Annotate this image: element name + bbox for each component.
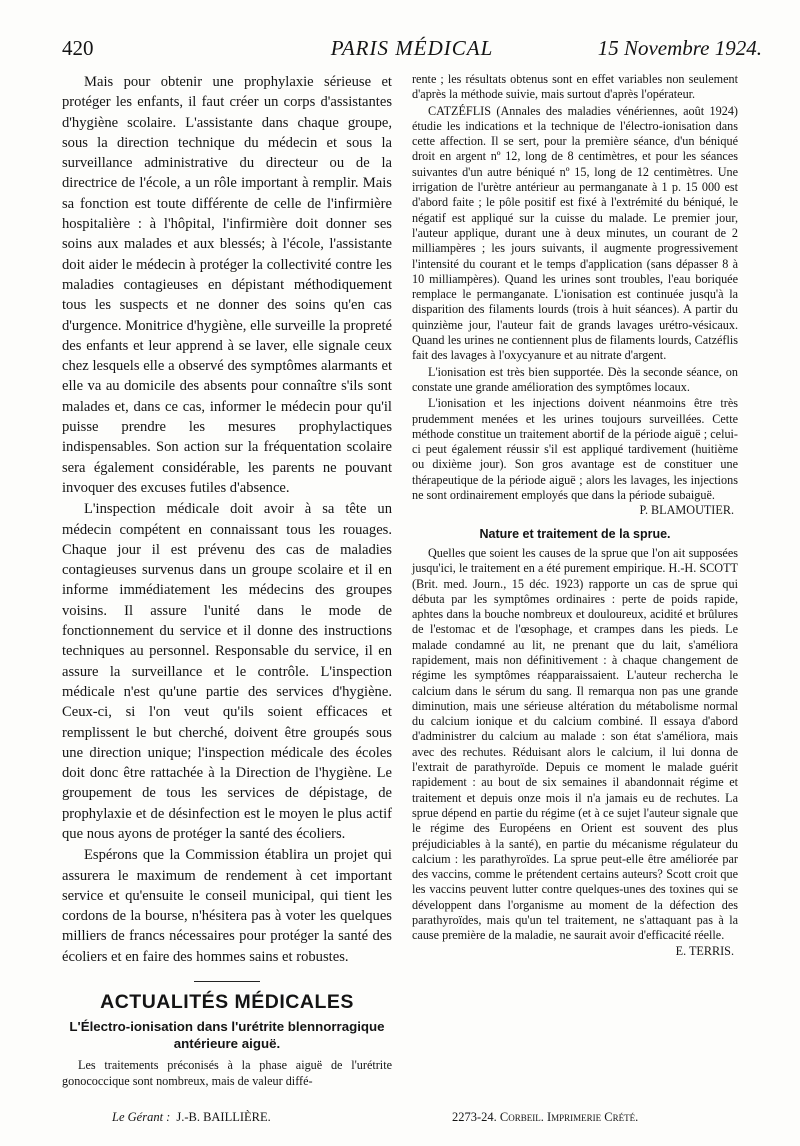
paragraph: Espérons que la Commission établira un projet qui assurera le maximum de rendement à cet important service et qu'ensuite le conseil municipal, qui tient les cordons de la bourse, n'hésitera pas à voter les quelques milliers de francs nécessaires pour protéger la santé des écoliers et en faire des hommes sains et robustes. (62, 847, 392, 965)
left-column (62, 72, 392, 1089)
right-column (412, 72, 738, 967)
paragraph: rente ; les résultats obtenus sont en effet variables non seulement d'après la méthode suivie, mais surtout d'après l'opérateur. (412, 72, 738, 102)
paragraph: L'ionisation est très bien supportée. Dès la seconde séance, on constate une grande amélioration des symptômes locaux. (412, 364, 738, 394)
page-footer (0, 1110, 800, 1130)
gerant-line (112, 1110, 271, 1125)
paragraph: L'ionisation et les injections doivent néanmoins être très prudemment menées et les urines toujours surveillées. Cette méthode constitue un traitement abortif de la période aiguë ; celui-ci peut également réussir s'il est appliqué tardivement (huitième ou dixième jour). Son gros avantage est de constituer une thérapeutique de la période aiguë ; alors les lavages, les injections ne sont ordinairement employés que dans la période subaiguë. (412, 396, 738, 503)
author-signature: E. TERRIS. (675, 943, 734, 958)
article-title: Nature et traitement de la sprue. (479, 526, 671, 541)
author-signature: P. BLAMOUTIER. (639, 503, 734, 518)
printer-line: 2273-24. Corbeil. Imprimerie Crété. (452, 1110, 639, 1124)
page-header (62, 36, 762, 64)
journal-title: PARIS MÉDICAL (330, 36, 494, 60)
article-title: L'Électro-ionisation dans l'urétrite blennorragique antérieure aiguë. (69, 1019, 385, 1052)
paragraph: CATZÉFLIS (Annales des maladies vénériennes, août 1924) étudie les indications et la technique de l'électro-ionisation dans cette affection. Il se sert, pour la première séance, d'un béniqué droit en argent nº 12, long de 8 centimètres, et pour les séances suivantes d'un autre béniqué nº 15, long de 12 centimètres. Une irrigation de l'urètre antérieur au permanganate à 1 p. 15 000 est d'abord faite ; le pôle positif est fixé à l'extrémité du béniqué, le négatif est appliqué sur la cuisse du malade. Le premier jour, l'auteur applique, durant une à deux minutes, un courant de 2 milliampères ; les jours suivants, il augmente progressivement l'intensité du courant et le temps d'application (sans dépasser 8 à 10 milliampères). Quand les urines sont troubles, l'eau boriquée remplace le permanganate. L'ionisation est continuée jusqu'à la disparition des filaments lourds (trois à huit séances). A partir du quinzième jour, l'auteur fait de grands lavages urétro-vésicaux. Quand les urines ne contiennent plus de filaments lourds, Catzéflis fait des lavages à l'oxycyanure et au nitrate d'argent. (412, 103, 738, 363)
page-number: 420 (62, 36, 94, 60)
paragraph: Les traitements préconisés à la phase aiguë de l'urétrite gonococcique sont nombreux, mais de valeur diffé- (62, 1058, 392, 1088)
gerant-label: Le Gérant : (112, 1110, 171, 1124)
paragraph: Quelles que soient les causes de la sprue que l'on ait supposées jusqu'ici, le traitement en a été purement empirique. H.-H. SCOTT (Brit. med. Journ., 15 déc. 1923) rapporte un cas de sprue qui débuta par les symptômes ordinaires : perte de poids rapide, aphtes dans la bouche nombreux et douloureux, acidité et brûlures de l'estomac et de l'œsophage, et crampes dans les pieds. Le malade condamné au lit, ne prenant que du lait, s'améliora rapidement, mais non définitivement : à chaque changement de régime les symptômes réapparaissaient. L'auteur rechercha le calcium dans le sérum du sang. Il remarqua non pas une grande diminution, mais une sérieuse altération du métabolisme normal du calcium ionique et du calcium combiné. Il essaya d'abord d'administrer du calcium au malade : son état s'améliora, mais avec des rechutes. Réduisant alors le calcium, il lui donna de l'extrait de parathyroïde. Depuis ce moment le malade guérit rapidement : au bout de six semaines il abandonnait régime et traitement et depuis onze mois il n'a jamais eu de rechutes. La sprue dépend en partie du régime (et à ce sujet l'auteur signale que le régime des Européens en Orient est souvent des plus préjudiciables à la santé), en partie du mécanisme régulateur du calcium : les parathyroïdes. La sprue peut-elle être améliorée par des vaccins, comme le prétendent certains auteurs? Scott croit que les vaccins peuvent lutter contre quelques-unes des toxines qui se développent dans l'organisme au moment de la défection des parathyroïdes, mais qu'un tel traitement, ne s'attaquant pas à la cause première de la maladie, ne saurait avoir d'efficacité réelle. (412, 545, 738, 943)
section-divider (194, 981, 260, 982)
paragraph: Mais pour obtenir une prophylaxie sérieuse et protéger les enfants, il faut créer un corps d'assistantes d'hygiène scolaire. L'assistante dans chaque groupe, sous la direction technique du médecin et sous la surveillance administrative du directeur ou de la directrice de l'école, a un rôle important à remplir. Mais sa fonction est toute différente de celle de l'infirmière hospitalière : à l'hôpital, l'infirmière doit donner ses soins aux malades et aux blessés; à l'école, l'assistante doit aider le médecin à protéger la collectivité contre les maladies contagieuses en dépistant méthodiquement tous les suspects et ne donner des soins qu'en cas d'urgence. Monitrice d'hygiène, elle surveille la propreté des enfants et leur apprend à se laver, elle signale ceux chez lesquels elle a observé des symptômes alarmants et elle va au domicile des absents pour connaître s'ils sont malades et, dans ce cas, informer le médecin pour qu'il puisse prendre les mesures prophylactiques indispensables. Son action sur la fréquentation scolaire sera également considérable, les parents ne pouvant invoquer des excuses futiles d'absence. (62, 74, 392, 496)
section-title: ACTUALITÉS MÉDICALES (100, 991, 354, 1014)
paragraph: L'inspection médicale doit avoir à sa tête un médecin compétent en connaissant tous les rouages. Chaque jour il est prévenu des cas de maladies contagieuses survenus dans un groupe scolaire et il en informe immédiatement les médecins des groupes voisins. Il assure l'unité dans le mode de fonctionnement du service et il donne des instructions techniques au personnel. Responsable du service, il en assure la surveillance et le contrôle. L'inspection médicale n'est qu'une partie des services d'hygiène. Ceux-ci, si l'on veut qu'ils soient efficaces et remplissent le but cherché, doivent être groupés sous une direction unique; l'inspection médicale des écoles doit donc être rattachée à la Direction de l'hygiène. Le groupement de tous les services de dépistage, de prophylaxie et de désinfection est le moyen le plus actif que nous ayons de protéger la santé des écoliers. (62, 501, 392, 842)
issue-date: 15 Novembre 1924. (597, 36, 762, 60)
gerant-name: J.-B. BAILLIÈRE. (176, 1110, 271, 1124)
